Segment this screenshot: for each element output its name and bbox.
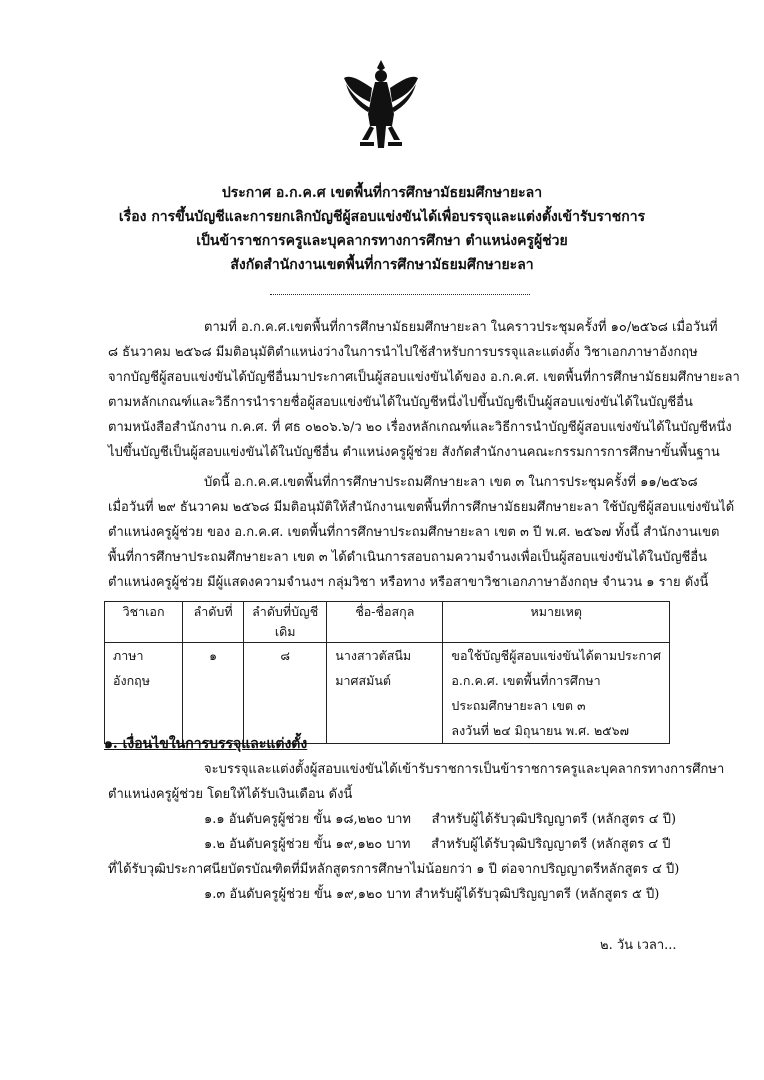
heading-line-2: เรื่อง การขึ้นบัญชีและการยกเลิกบัญชีผู้สอบแข่งขันได้เพื่อบรรจุและแต่งตั้งเข้ารับราชการ <box>118 209 646 225</box>
section-1-intro-line: ตำแหน่งครูผู้ช่วย โดยให้ได้รับเงินเดือน ดังนี้ <box>108 787 353 802</box>
paragraph-1-line: ตามหนังสือสำนักงาน ก.ค.ศ. ที่ ศธ ๐๒๐๖.๖/ว ๒๐ เรื่องหลักเกณฑ์และวิธีการนำบัญชีผู้สอบแข่งขันได้ในบัญชีหนึ่ง <box>108 420 732 435</box>
paragraph-1 <box>108 315 740 465</box>
section-1-intro-line: จะบรรจุและแต่งตั้งผู้สอบแข่งขันได้เข้ารับราชการเป็นข้าราชการครูและบุคลากรทางการศึกษา <box>204 762 725 777</box>
paragraph-1-line: ตามหลักเกณฑ์และวิธีการนำรายชื่อผู้สอบแข่งขันได้ในบัญชีหนึ่งไปขึ้นบัญชีเป็นผู้สอบแข่งขันได้ในบัญชีอื่น <box>108 395 693 410</box>
cell-order: ๑ <box>183 643 244 744</box>
cell-remark <box>443 643 670 744</box>
candidate-table <box>104 601 670 744</box>
paragraph-2 <box>108 470 735 595</box>
section-1-item-continuation: ที่ได้รับวุฒิประกาศนียบัตรบัณฑิตที่มีหลักสูตรการศึกษาไม่น้อยกว่า ๑ ปี ต่อจากปริญญาตรีหลักสูตร ๔ ปี) <box>108 862 680 877</box>
header-name: ชื่อ-ชื่อสกุล <box>327 602 443 643</box>
paragraph-1-line: ไปขึ้นบัญชีเป็นผู้สอบแข่งขันได้ในบัญชีอื่น ตำแหน่งครูผู้ช่วย สังกัดสำนักงานคณะกรรมการการศึกษาขั้นพื้นฐาน <box>108 445 720 460</box>
header-order: ลำดับที่ <box>183 602 244 643</box>
paragraph-2-line: พื้นที่การศึกษาประถมศึกษายะลา เขต ๓ ได้ดำเนินการสอบถามความจำนงเพื่อเป็นผู้สอบแข่งขันได้ในบัญชีอื่น <box>108 550 708 565</box>
paragraph-2-line: บัดนี้ อ.ก.ค.ศ.เขตพื้นที่การศึกษาประถมศึกษายะลา เขต ๓ ในการประชุมครั้งที่ ๑๑/๒๕๖๘ <box>204 475 698 490</box>
section-1-item: ๑.๓ อันดับครูผู้ช่วย ขั้น ๑๙,๑๒๐ บาท สำหรับผู้ได้รับวุฒิปริญญาตรี (หลักสูตร ๕ ปี) <box>204 887 660 902</box>
heading-line-3: เป็นข้าราชการครูและบุคลากรทางการศึกษา ตำแหน่งครูผู้ช่วย <box>196 233 568 249</box>
cell-major: ภาษาอังกฤษ <box>105 643 183 744</box>
remark-line: ลงวันที่ ๒๔ มิถุนายน พ.ศ. ๒๕๖๗ <box>451 723 629 738</box>
paragraph-1-line: ๘ ธันวาคม ๒๕๖๘ มีมติอนุมัติตำแหน่งว่างในการนำไปใช้สำหรับการบรรจุและแต่งตั้ง วิชาเอกภาษาอังกฤษ <box>108 345 698 360</box>
header-original-order: ลำดับที่บัญชีเดิม <box>244 602 327 643</box>
table-header-row <box>105 602 670 643</box>
paragraph-2-line: ตำแหน่งครูผู้ช่วย ของ อ.ก.ค.ศ. เขตพื้นที่การศึกษาประถมศึกษายะลา เขต ๓ ปี พ.ศ. ๒๕๖๗ ทั้งนี้ สำนักงานเขต <box>108 525 720 540</box>
heading-line-1: ประกาศ อ.ก.ค.ศ เขตพื้นที่การศึกษามัธยมศึกษายะลา <box>221 185 543 201</box>
paragraph-1-line: ตามที่ อ.ก.ค.ศ.เขตพื้นที่การศึกษามัธยมศึกษายะลา ในคราวประชุมครั้งที่ ๑๐/๒๕๖๘ เมื่อวันที่ <box>204 320 718 335</box>
section-1-item: ๑.๒ อันดับครูผู้ช่วย ขั้น ๑๙,๑๒๐ บาท สำหรับผู้ได้รับวุฒิปริญญาตรี (หลักสูตร ๔ ปี <box>204 837 671 852</box>
paragraph-1-line: จากบัญชีผู้สอบแข่งขันได้บัญชีอื่นมาประกาศเป็นผู้สอบแข่งขันได้ของ อ.ก.ค.ศ. เขตพื้นที่การศึกษามัธยมศึกษายะลา <box>108 370 740 385</box>
cell-name: นางสาวตัสนีม มาศสมันต์ <box>327 643 443 744</box>
section-1-title: ๑. เงื่อนไขในการบรรจุและแต่งตั้ง <box>104 736 308 752</box>
document-heading <box>0 181 764 277</box>
header-remark: หมายเหตุ <box>443 602 670 643</box>
garuda-emblem-icon <box>342 58 420 154</box>
section-1-item: ๑.๑ อันดับครูผู้ช่วย ขั้น ๑๘,๒๒๐ บาท สำหรับผู้ได้รับวุฒิปริญญาตรี (หลักสูตร ๔ ปี) <box>204 812 677 827</box>
dotted-divider <box>270 294 530 295</box>
table-row <box>105 643 670 744</box>
remark-line: ประถมศึกษายะลา เขต ๓ <box>451 698 586 713</box>
paragraph-2-line: เมื่อวันที่ ๒๙ ธันวาคม ๒๕๖๘ มีมติอนุมัติให้สำนักงานเขตพื้นที่การศึกษามัธยมศึกษายะลา ใช้บัญชีผู้สอบแข่งขันได้ <box>108 500 735 515</box>
remark-line: อ.ก.ค.ศ. เขตพื้นที่การศึกษา <box>451 673 601 688</box>
header-major: วิชาเอก <box>105 602 183 643</box>
remark-line: ขอใช้บัญชีผู้สอบแข่งขันได้ตามประกาศ <box>451 648 661 663</box>
paragraph-2-line: ตำแหน่งครูผู้ช่วย มีผู้แสดงความจำนงฯ กลุ่มวิชา หรือทาง หรือสาขาวิชาเอกภาษาอังกฤษ จำนวน ๑ ราย ดังนี้ <box>108 575 709 590</box>
section-1-body <box>108 757 725 907</box>
cell-original-order: ๘ <box>244 643 327 744</box>
heading-line-4: สังกัดสำนักงานเขตพื้นที่การศึกษามัธยมศึกษายะลา <box>230 257 534 273</box>
continuation-note: ๒. วัน เวลา... <box>600 938 677 953</box>
